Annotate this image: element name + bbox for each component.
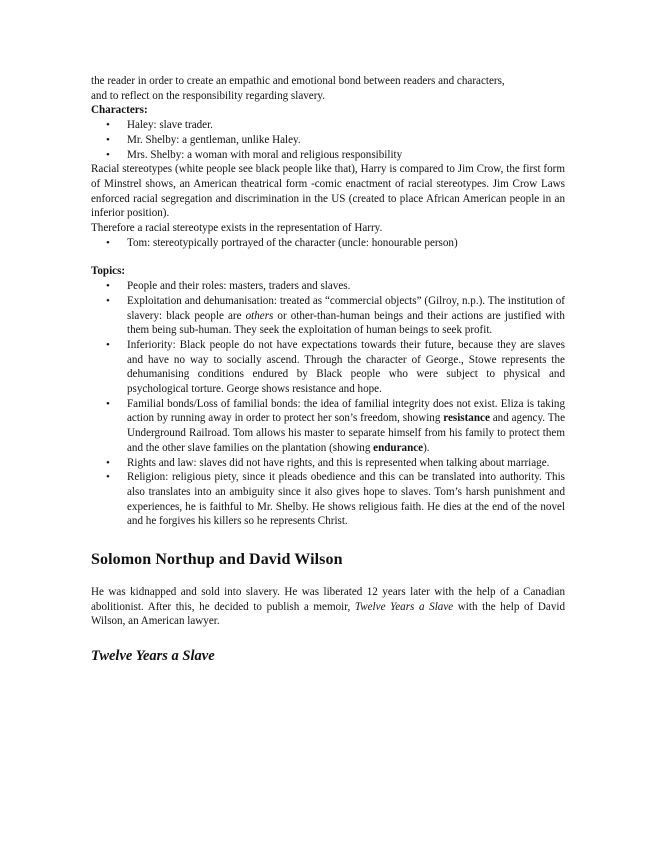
item-emphasis: others [245, 309, 274, 322]
book-title: Twelve Years a Slave [354, 600, 454, 613]
item-text: or other-than-human beings and their actions are justified with them being sub-human. They seek the exploitation of human beings to seek profit. [127, 309, 565, 337]
therefore-line: Therefore a racial stereotype exists in the representation of Harry. [91, 222, 383, 235]
list-item [127, 397, 565, 456]
tom-list [91, 236, 565, 251]
item-bold: resistance [443, 412, 490, 425]
list-item: • Inferiority: Black people do not have expectations towards their future, because they are slaves and have no way to socially ascend. Through the character of George., Stowe represents the dehumanising conditions endured by Black people who were subject to physical and psychological torture. George shows resistance and hope. [127, 338, 565, 397]
list-item: • Rights and law: slaves did not have rights, and this is represented when talking about marriage. [127, 456, 565, 471]
subsection-heading: Twelve Years a Slave [91, 647, 215, 664]
list-item: • Religion: religious piety, since it pleads obedience and this can be translated into authority. This also translates into an ambiguity since it also gives hope to slaves. Tom’s harsh punishment and experiences, he is faithful to Mr. Shelby. He shows religious faith. He dies at the end of the novel and he forgives his killers so he represents Christ. [127, 470, 565, 529]
stereotypes-paragraph: Racial stereotypes (white people see black people like that), Harry is compared to Jim Crow, the first form of Minstrel shows, an American theatrical form -comic enactment of racial stereotypes. Jim Crow Laws enforced racial segregation and discrimination in the US (created to place African American people in an inferior position). [91, 163, 565, 220]
item-bold: endurance [373, 441, 424, 454]
list-item [127, 294, 565, 338]
section-paragraph [91, 585, 565, 629]
list-item: • Tom: stereotypically portrayed of the character (uncle: honourable person) [127, 236, 565, 251]
characters-list [91, 118, 565, 162]
intro-line-1: the reader in order to create an empathic and emotional bond between readers and characters, [91, 75, 505, 87]
characters-heading: Characters: [91, 104, 148, 117]
item-text: ). [423, 441, 430, 454]
topics-heading: Topics: [91, 265, 126, 278]
document-page [91, 74, 565, 664]
paragraph-text: He was kidnapped and sold into slavery. He was liberated 12 years later with the help of a Canadian abolitionist. After this, he decided to publish a memoir, [91, 585, 565, 613]
topics-list [91, 279, 565, 529]
paragraph-text: with the help of David Wilson, an American lawyer. [91, 600, 565, 628]
item-text: Familial bonds/Loss of familial bonds: the idea of familial integrity does not exist. Eliza is taking action by running away in order to protect her son’s freedom, showing [127, 397, 565, 425]
intro-line-2: and to reflect on the responsibility regarding slavery. [91, 89, 326, 102]
item-text: and agency. The Underground Railroad. Tom allows his master to separate himself from his family to protect them and the other slave families on the plantation (showing [127, 412, 565, 454]
item-text: Exploitation and dehumanisation: treated as “commercial objects” (Gilroy, n.p.). The institution of slavery: black people are [127, 294, 565, 322]
list-item: • Haley: slave trader. [127, 118, 565, 133]
list-item: • Mr. Shelby: a gentleman, unlike Haley. [127, 133, 565, 148]
list-item: • Mrs. Shelby: a woman with moral and religious responsibility [127, 148, 565, 163]
section-heading: Solomon Northup and David Wilson [91, 551, 343, 569]
list-item: • People and their roles: masters, traders and slaves. [127, 279, 565, 294]
